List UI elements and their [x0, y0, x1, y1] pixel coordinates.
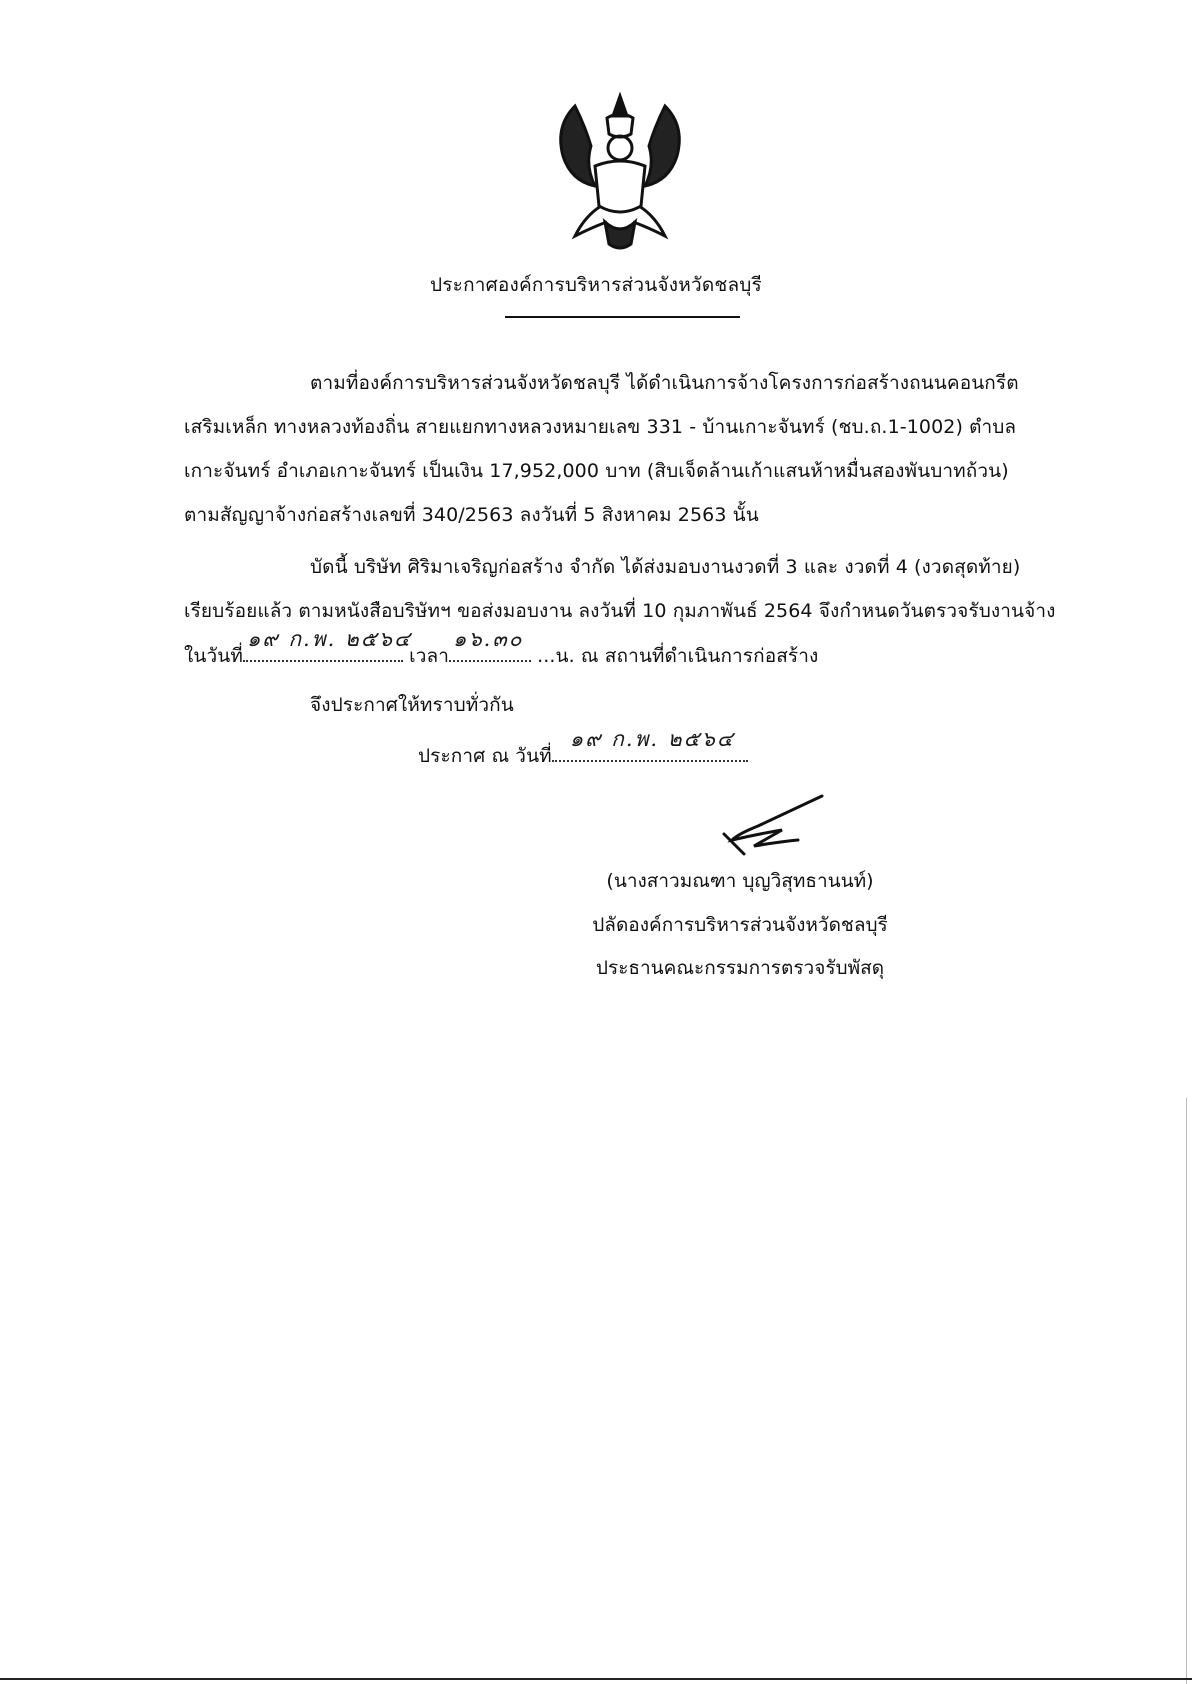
- title-underline: [505, 316, 740, 318]
- signatory-position-1: ปลัดองค์การบริหารส่วนจังหวัดชลบุรี: [592, 914, 888, 936]
- announcement-date-handwritten: ๑๙ ก.พ. ๒๕๖๔: [569, 727, 735, 751]
- inspection-date-handwritten: ๑๙ ก.พ. ๒๕๖๔: [246, 627, 412, 651]
- garuda-emblem: [545, 86, 695, 254]
- paragraph1-line3: เกาะจันทร์ อำเภอเกาะจันทร์ เป็นเงิน 17,952,000 บาท (สิบเจ็ดล้านเก้าแสนห้าหมื่นสองพันบาทถ้วน): [184, 460, 1009, 482]
- signatory-position-2: ประธานคณะกรรมการตรวจรับพัสดุ: [595, 957, 885, 979]
- paragraph1-line2: เสริมเหล็ก ทางหลวงท้องถิ่น สายแยกทางหลวงหมายเลข 331 - บ้านเกาะจันทร์ (ชบ.ถ.1-1002) ตำบล: [184, 416, 1017, 438]
- paragraph3: จึงประกาศให้ทราบทั่วกัน: [310, 694, 514, 716]
- paragraph2-line3: [184, 627, 819, 671]
- inspection-time-label: เวลา: [409, 645, 449, 667]
- paragraph1-line4: ตามสัญญาจ้างก่อสร้างเลขที่ 340/2563 ลงวันที่ 5 สิงหาคม 2563 นั้น: [184, 504, 759, 526]
- announcement-date-field: [552, 727, 748, 762]
- announcement-date-line: [418, 727, 748, 771]
- scan-edge-bottom: [0, 1678, 1192, 1680]
- document-title: ประกาศองค์การบริหารส่วนจังหวัดชลบุรี: [430, 274, 762, 296]
- announcement-date-label: ประกาศ ณ วันที่: [418, 745, 552, 767]
- inspection-date-label: ในวันที่: [184, 645, 243, 667]
- inspection-time-field: [449, 627, 531, 662]
- paragraph2-line2: เรียบร้อยแล้ว ตามหนังสือบริษัทฯ ขอส่งมอบงาน ลงวันที่ 10 กุมภาพันธ์ 2564 จึงกำหนดวันตรวจรับงานจ้าง: [184, 600, 1056, 622]
- paragraph2-line1: บัดนี้ บริษัท ศิริมาเจริญก่อสร้าง จำกัด ได้ส่งมอบงานงวดที่ 3 และ งวดที่ 4 (งวดสุดท้าย): [310, 556, 1021, 578]
- scan-edge-right: [1186, 1098, 1187, 1684]
- paragraph1-line1: ตามที่องค์การบริหารส่วนจังหวัดชลบุรี ได้ดำเนินการจ้างโครงการก่อสร้างถนนคอนกรีต: [310, 372, 1019, 394]
- inspection-date-field: [243, 627, 412, 662]
- inspection-time-handwritten: ๑๖.๓๐: [452, 627, 524, 651]
- signatory-name: (นางสาวมณฑา บุญวิสุทธานนท์): [606, 870, 874, 892]
- inspection-place-text: ...น. ณ สถานที่ดำเนินการก่อสร้าง: [537, 645, 819, 667]
- handwritten-signature: [718, 790, 828, 860]
